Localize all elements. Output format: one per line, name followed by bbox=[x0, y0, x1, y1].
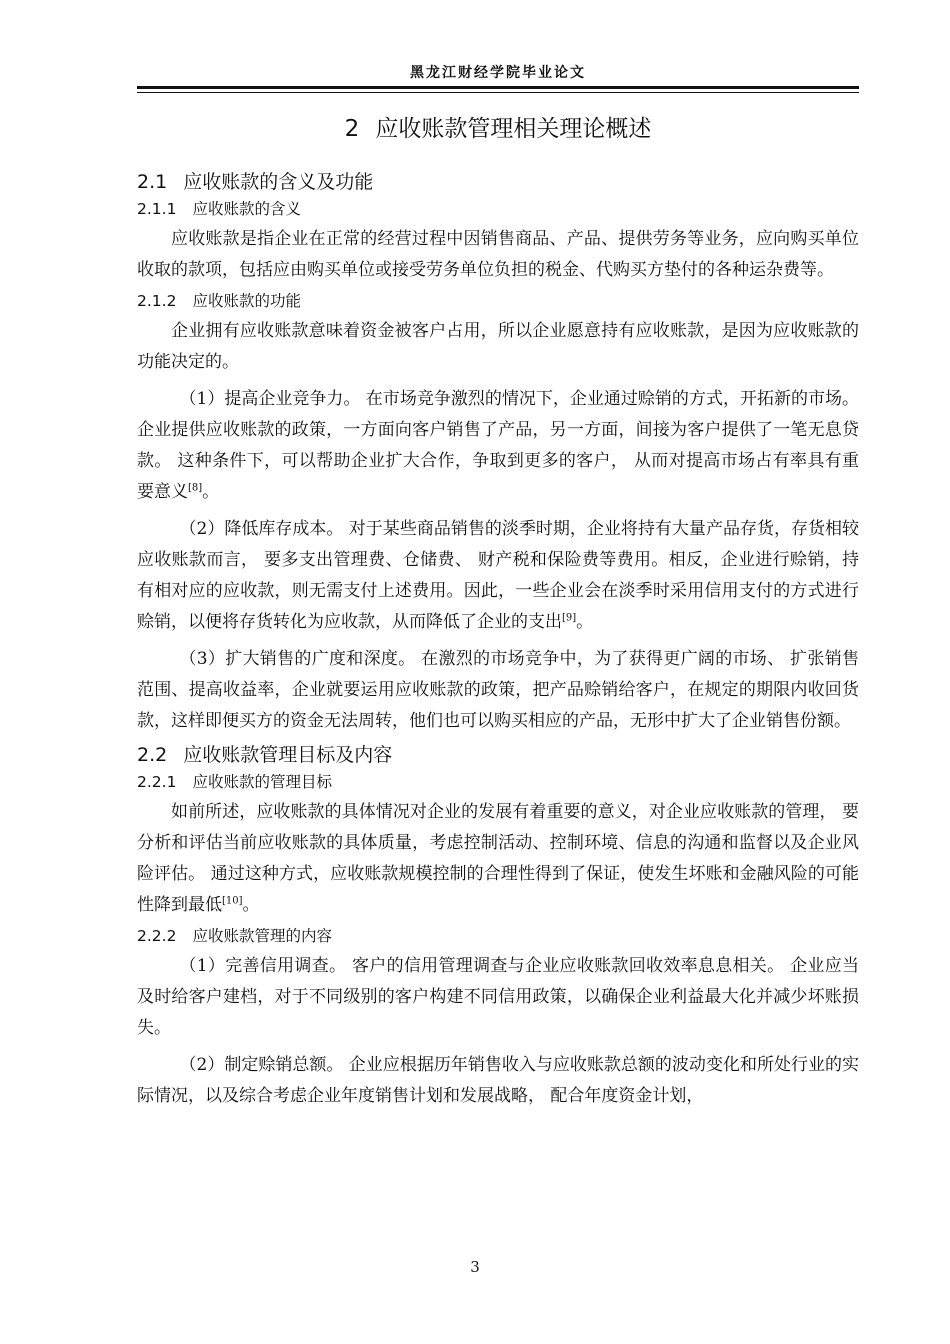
page-number: 3 bbox=[470, 1258, 480, 1276]
subsection-heading-2-2-2 bbox=[137, 923, 859, 951]
section-title: 应收账款的含义及功能 bbox=[183, 171, 374, 193]
subsection-number: 2.2.1 bbox=[137, 773, 177, 791]
chapter-heading-text: 应收账款管理相关理论概述 bbox=[375, 116, 652, 142]
paragraph-end: 。 bbox=[202, 482, 220, 502]
paragraph-definition: 应收账款是指企业在正常的经营过程中因销售商品、产品、提供劳务等业务，应向购买单位收取的款项，包括应由购买单位或接受劳务单位负担的税金、代购买方垫付的各种运杂费等。 bbox=[137, 229, 859, 280]
subsection-title: 应收账款管理的内容 bbox=[192, 927, 332, 945]
paragraph-function-1 bbox=[137, 384, 859, 508]
subsection-title: 应收账款的含义 bbox=[192, 200, 301, 218]
paragraph-end: 。 bbox=[242, 895, 260, 915]
citation-ref: [8] bbox=[188, 482, 203, 494]
paragraph-end: 。 bbox=[576, 612, 594, 632]
subsection-number: 2.1.1 bbox=[137, 200, 177, 218]
section-number: 2.1 bbox=[137, 171, 168, 193]
section-title: 应收账款管理目标及内容 bbox=[183, 744, 393, 766]
subsection-title: 应收账款的功能 bbox=[192, 292, 301, 310]
chapter-number: 2 bbox=[344, 116, 360, 142]
paragraph-function-intro: 企业拥有应收账款意味着资金被客户占用，所以企业愿意持有应收账款，是因为应收账款的功能决定的。 bbox=[137, 321, 859, 372]
chapter-title bbox=[137, 110, 859, 148]
subsection-heading-2-1-2 bbox=[137, 288, 859, 316]
section-heading-2-1 bbox=[137, 168, 859, 196]
citation-ref: [9] bbox=[562, 612, 577, 624]
section-number: 2.2 bbox=[137, 744, 168, 766]
paragraph-text: （2）降低库存成本。 对于某些商品销售的淡季时期，企业将持有大量产品存货，存货相较应收账款而言， 要多支出管理费、仓储费、 财产税和保险费等费用。相反，企业进行赊销，持有相对应的应收款，则无需支付上述费用。因此，一些企业会在淡季时采用信用支付的方式进行赊销，以便将存货转化为应收款，从而降低了企业的支出 bbox=[137, 519, 859, 632]
subsection-number: 2.1.2 bbox=[137, 292, 177, 310]
subsection-heading-2-2-1 bbox=[137, 769, 859, 797]
paragraph-content-2: （2）制定赊销总额。 企业应根据历年销售收入与应收账款总额的波动变化和所处行业的实际情况，以及综合考虑企业年度销售计划和发展战略， 配合年度资金计划， bbox=[137, 1055, 859, 1106]
header-rule-thin bbox=[137, 92, 859, 93]
running-header: 黑龙江财经学院毕业论文 bbox=[410, 65, 586, 81]
paragraph-text: 如前所述，应收账款的具体情况对企业的发展有着重要的意义，对企业应收账款的管理， 要分析和评估当前应收账款的具体质量，考虑控制活动、控制环境、信息的沟通和监督以及企业风险评估。 通过这种方式，应收账款规模控制的合理性得到了保证，使发生坏账和金融风险的可能性降到最低 bbox=[137, 802, 859, 915]
citation-ref: [10] bbox=[222, 895, 243, 907]
subsection-title: 应收账款的管理目标 bbox=[192, 773, 332, 791]
header-rule-thick bbox=[137, 86, 859, 89]
body-content bbox=[137, 110, 859, 1112]
subsection-heading-2-1-1 bbox=[137, 196, 859, 224]
paragraph-text: （1）提高企业竞争力。 在市场竞争激烈的情况下，企业通过赊销的方式，开拓新的市场。企业提供应收账款的政策，一方面向客户销售了产品，另一方面，间接为客户提供了一笔无息贷款。 这种条件下，可以帮助企业扩大合作，争取到更多的客户， 从而对提高市场占有率具有重要意义 bbox=[137, 389, 859, 502]
paragraph-function-3: （3）扩大销售的广度和深度。 在激烈的市场竞争中，为了获得更广阔的市场、 扩张销售范围、提高收益率，企业就要运用应收账款的政策，把产品赊销给客户，在规定的期限内收回货款，这样即便买方的资金无法周转，他们也可以购买相应的产品，无形中扩大了企业销售份额。 bbox=[137, 649, 859, 731]
paragraph-management-goal bbox=[137, 797, 859, 921]
section-heading-2-2 bbox=[137, 741, 859, 769]
subsection-number: 2.2.2 bbox=[137, 927, 177, 945]
paragraph-function-2 bbox=[137, 514, 859, 638]
paragraph-content-1: （1）完善信用调查。 客户的信用管理调查与企业应收账款回收效率息息相关。 企业应当及时给客户建档，对于不同级别的客户构建不同信用政策，以确保企业利益最大化并减少坏账损失。 bbox=[137, 956, 859, 1038]
